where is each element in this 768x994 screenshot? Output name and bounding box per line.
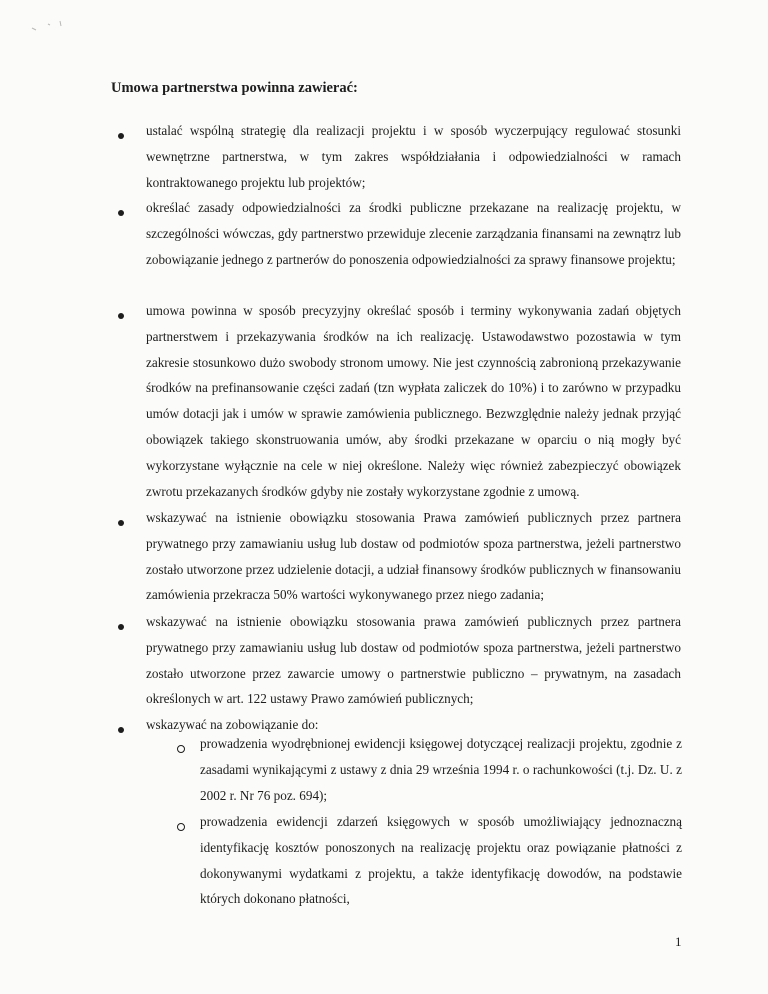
list-item: ustalać wspólną strategię dla realizacji projektu i w sposób wyczerpujący regulować stosunki wewnętrzne partnerstwa, w tym zakres współdziałania i odpowiedzialności w ramach kontraktowanego projektu lub projektów; <box>146 123 681 190</box>
document-heading: Umowa partnerstwa powinna zawierać: <box>111 80 358 96</box>
list-item: wskazywać na zobowiązanie do: <box>146 717 319 732</box>
bullet-icon <box>118 727 124 733</box>
bullet-icon <box>118 624 124 630</box>
sub-bullet-icon <box>177 823 185 831</box>
bullet-icon <box>118 313 124 319</box>
page-number: 1 <box>675 934 682 949</box>
list-item: określać zasady odpowiedzialności za środki publiczne przekazane na realizację projektu, w szczególności wówczas, gdy partnerstwo przewiduje zlecenie zarządzania finansami na zewnątrz lub zobowiązanie jednego z partnerów do ponoszenia odpowiedzialności za sprawy finansowe projektu; <box>146 200 681 267</box>
list-item: wskazywać na istnienie obowiązku stosowania prawa zamówień publicznych przez partnera prywatnego przy zamawianiu usług lub dostaw od podmiotów spoza partnerstwa, jeżeli partnerstwo zostało utworzone przez zawarcie umowy o partnerstwie publiczno – prywatnym, na zasadach określonych w art. 122 ustawy Prawo zamówień publicznych; <box>146 614 681 707</box>
sub-list-item: prowadzenia wyodrębnionej ewidencji księgowej dotyczącej realizacji projektu, zgodnie z zasadami wynikającymi z ustawy z dnia 29 września 1994 r. o rachunkowości (t.j. Dz. U. z 2002 r. Nr 76 poz. 694); <box>200 736 682 803</box>
bullet-icon <box>118 210 124 216</box>
sub-bullet-icon <box>177 745 185 753</box>
bullet-icon <box>118 520 124 526</box>
sub-list-item: prowadzenia ewidencji zdarzeń księgowych w sposób umożliwiający jednoznaczną identyfikację kosztów ponoszonych na realizację projektu oraz powiązanie płatności z dokonywanymi wydatkami z projektu, a także identyfikację dowodów, na podstawie których dokonano płatności, <box>200 814 682 907</box>
scan-artifact-mark <box>28 18 68 34</box>
bullet-icon <box>118 133 124 139</box>
list-item: umowa powinna w sposób precyzyjny określać sposób i terminy wykonywania zadań objętych partnerstwem i przekazywania środków na ich realizację. Ustawodawstwo pozostawia w tym zakresie stosunkowo dużo swobody stronom umowy. Nie jest czynnością zabronioną przekazywanie środków na prefinansowanie części zadań (tzn wypłata zaliczek do 10%) i to zarówno w przypadku umów dotacji jak i umów w sprawie zamówienia publicznego. Bezwzględnie należy jednak przyjąć obowiązek takiego skonstruowania umów, aby środki przekazane w oparciu o nią mogły być wykorzystane wyłącznie na cele w niej określone. Należy więc również zabezpieczyć obowiązek zwrotu przekazanych środków gdyby nie zostały wykorzystane zgodnie z umową. <box>146 303 681 499</box>
list-item: wskazywać na istnienie obowiązku stosowania Prawa zamówień publicznych przez partnera prywatnego przy zamawianiu usług lub dostaw od podmiotów spoza partnerstwa, jeżeli partnerstwo zostało utworzone przez udzielenie dotacji, a udział finansowy środków publicznych w finansowaniu zamówienia przekracza 50% wartości wykonywanego przez niego zadania; <box>146 510 681 603</box>
